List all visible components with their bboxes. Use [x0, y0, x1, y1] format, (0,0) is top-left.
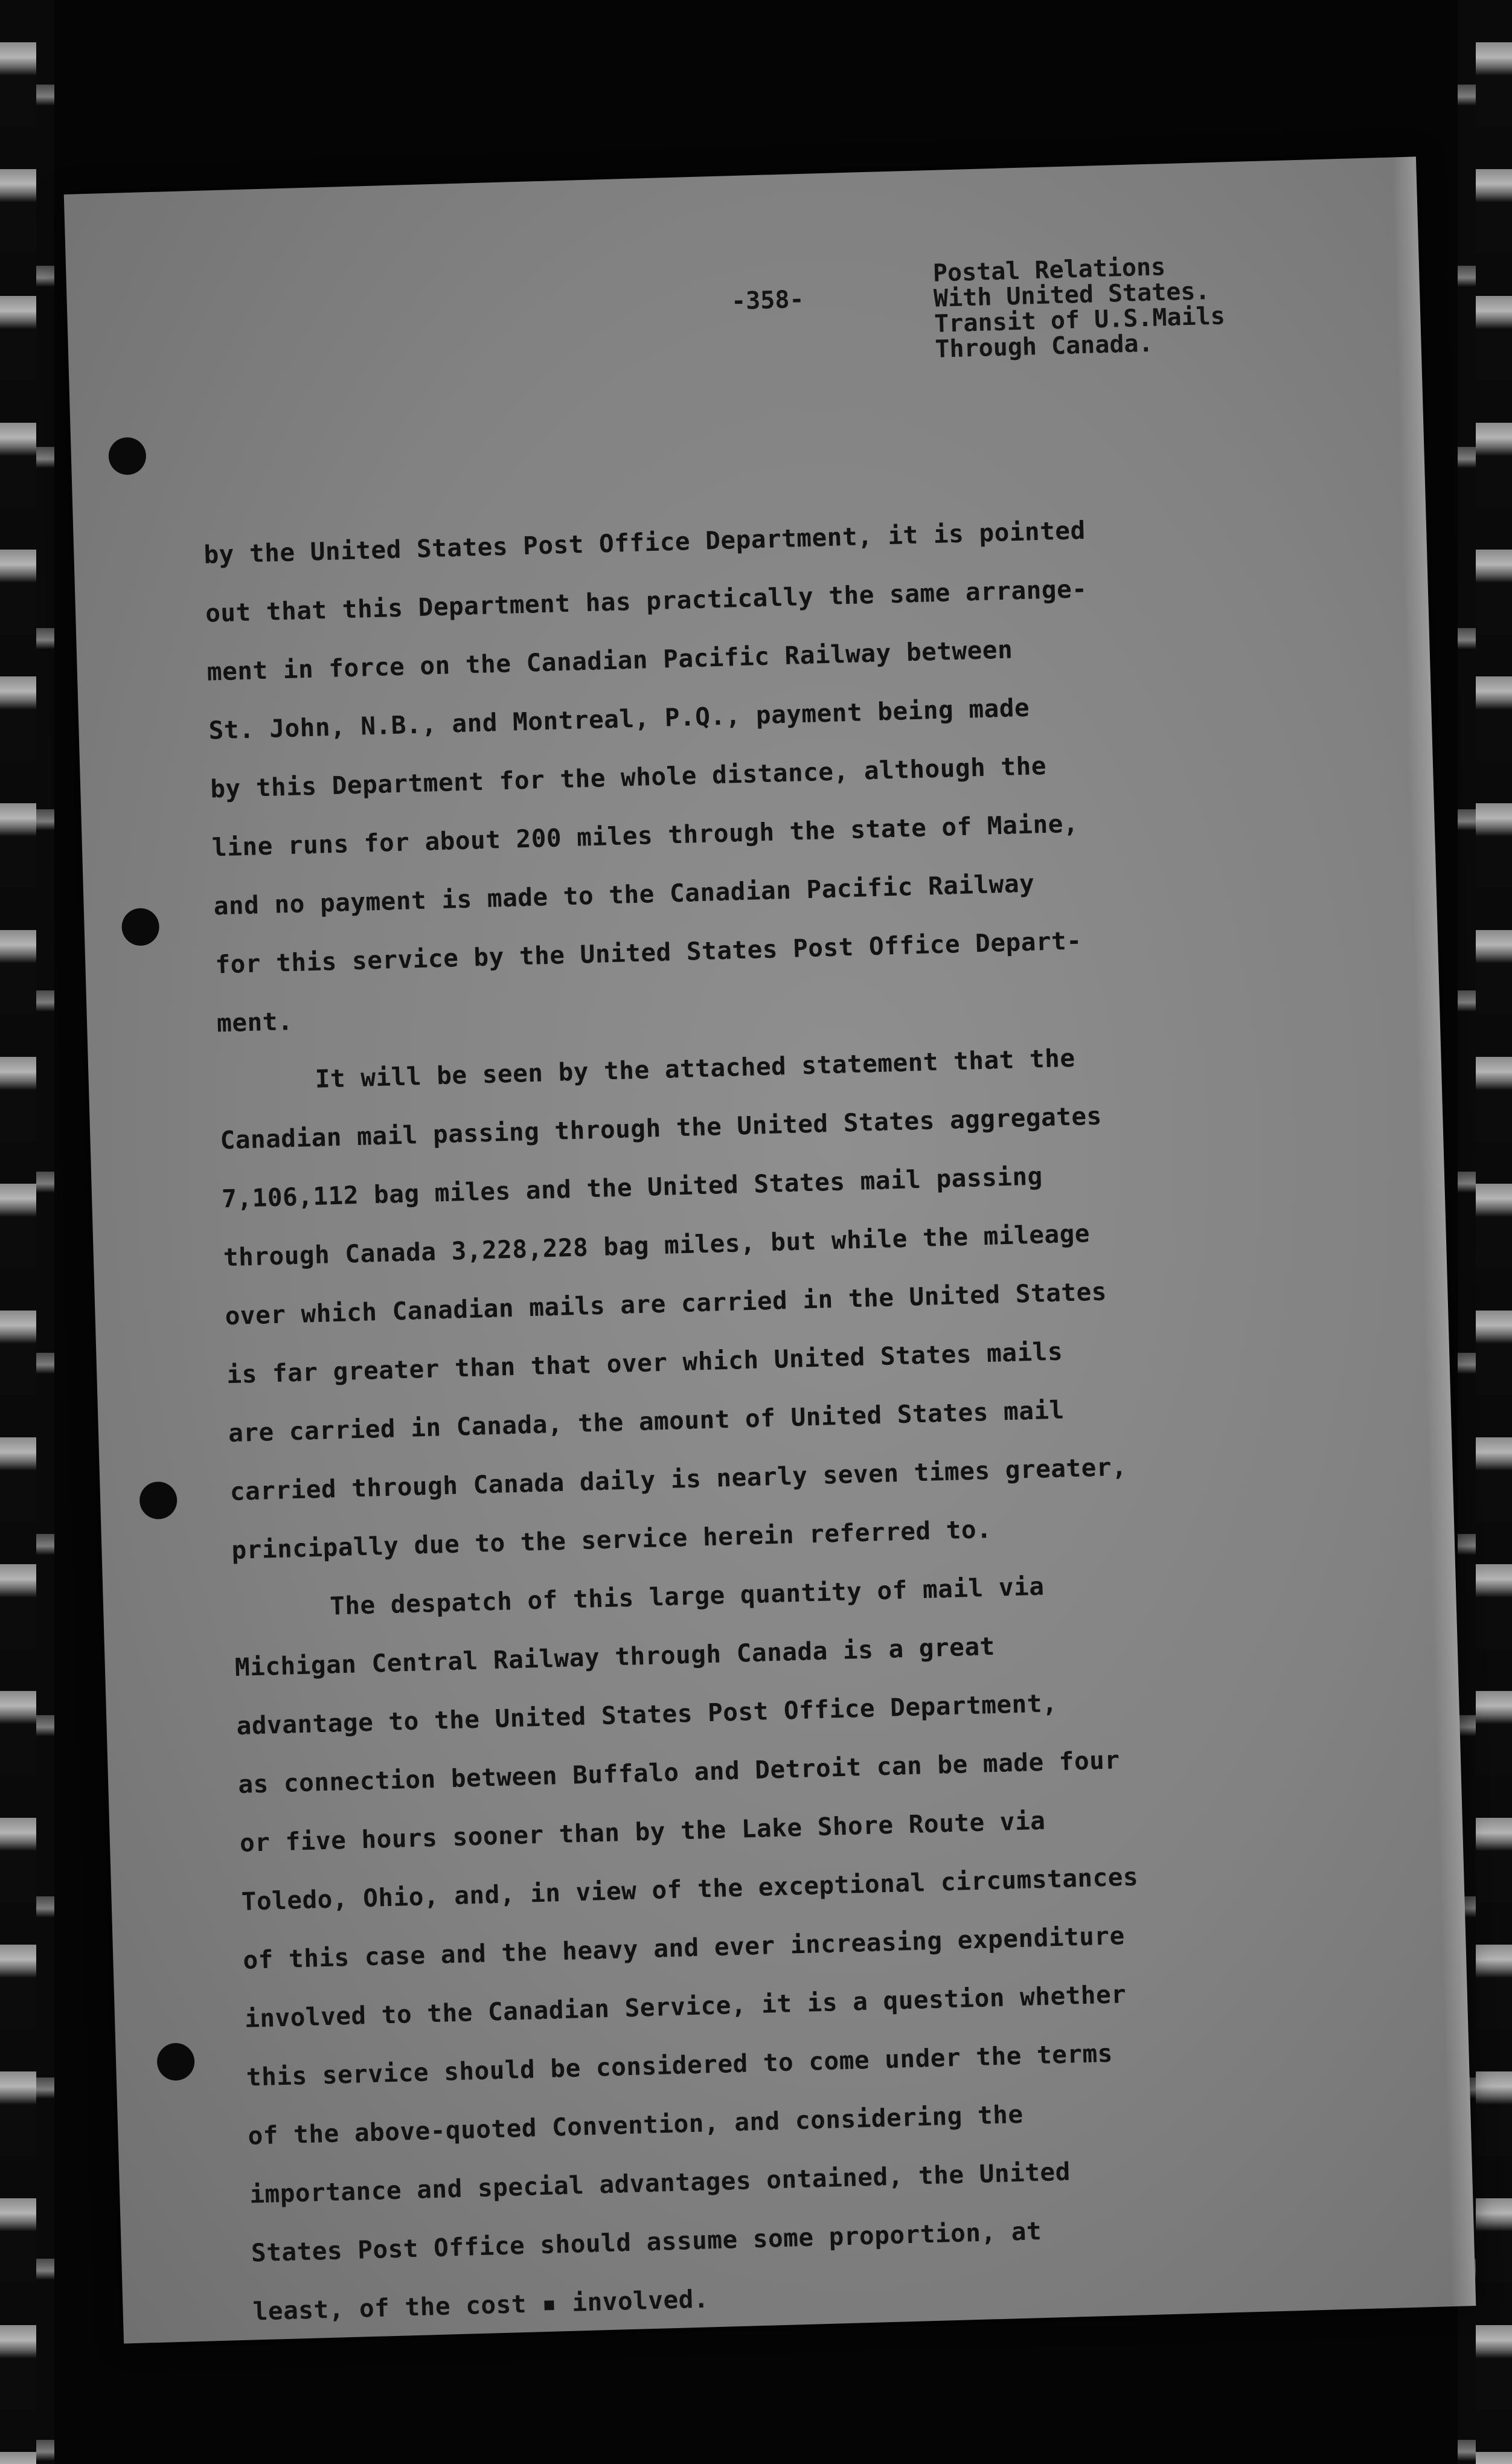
text-line: carried through Canada daily is nearly seven times greater,: [229, 1452, 1127, 1507]
text-line: ment.: [216, 1006, 293, 1038]
text-line: out that this Department has practically the same arrange-: [205, 574, 1088, 628]
heading-line: With United States.: [933, 277, 1211, 313]
paragraph-start: The despatch of this large quantity of mail via: [329, 1571, 1045, 1621]
heading-line: Transit of U.S.Mails: [934, 302, 1226, 338]
text-line: least, of the cost ▪ involved.: [252, 2284, 710, 2326]
text-line: of this case and the heavy and ever increasing expenditure: [242, 1921, 1126, 1975]
text-line: as connection between Buffalo and Detroit can be made four: [237, 1745, 1121, 1799]
page-number: -358-: [731, 285, 805, 316]
punch-hole-3: [139, 1481, 178, 1520]
text-line: 7,106,112 bag miles and the United States mail passing: [221, 1161, 1043, 1214]
text-line: are carried in Canada, the amount of United States mail: [228, 1395, 1065, 1448]
document-page: [64, 156, 1476, 2343]
text-line: over which Canadian mails are carried in the United States: [225, 1277, 1107, 1331]
text-line: Michigan Central Railway through Canada is a great: [234, 1631, 996, 1682]
text-line: Canadian mail passing through the United States aggregates: [219, 1101, 1103, 1155]
film-edge-right: [1476, 0, 1512, 2464]
text-line: and no payment is made to the Canadian Pacific Railway: [213, 868, 1035, 921]
text-line: importance and special advantages ontained, the United: [249, 2157, 1071, 2209]
heading-line: Through Canada.: [934, 329, 1154, 364]
text-line: of the above-quoted Convention, and considering the: [247, 2099, 1024, 2151]
subject-heading: [932, 252, 1226, 362]
text-line: principally due to the service herein referred to.: [231, 1514, 992, 1565]
text-line: Toledo, Ohio, and, in view of the exceptional circumstances: [241, 1862, 1139, 1916]
text-line: line runs for about 200 miles through the state of Maine,: [211, 809, 1079, 862]
text-line: States Post Office should assume some proportion, at: [251, 2216, 1042, 2268]
text-line: this service should be considered to come under the terms: [246, 2038, 1113, 2092]
text-line: by the United States Post Office Department, it is pointed: [203, 515, 1086, 569]
text-line: by this Department for the whole distance, although the: [210, 751, 1047, 804]
punch-hole-4: [156, 2042, 195, 2081]
body-text: [203, 498, 1243, 2341]
film-edge-left: [0, 0, 36, 2464]
punch-hole-2: [121, 908, 160, 946]
paragraph-start: It will be seen by the attached statement that the: [315, 1043, 1076, 1094]
text-line: for this service by the United States Post Office Depart-: [214, 926, 1083, 980]
punch-hole-1: [108, 437, 147, 475]
text-line: advantage to the United States Post Office Department,: [235, 1689, 1058, 1741]
heading-line: Postal Relations: [932, 253, 1166, 287]
text-line: St. John, N.B., and Montreal, P.Q., payment being made: [208, 693, 1030, 745]
text-line: ment in force on the Canadian Pacific Railway between: [207, 635, 1013, 687]
film-edge-left-inner: [36, 0, 54, 2464]
text-line: or five hours sooner than by the Lake Shore Route via: [239, 1806, 1046, 1858]
text-line: through Canada 3,228,228 bag miles, but while the mileage: [223, 1219, 1091, 1272]
text-line: involved to the Canadian Service, it is a question whether: [244, 1980, 1127, 2033]
text-line: is far greater than that over which United States mails: [226, 1336, 1063, 1390]
